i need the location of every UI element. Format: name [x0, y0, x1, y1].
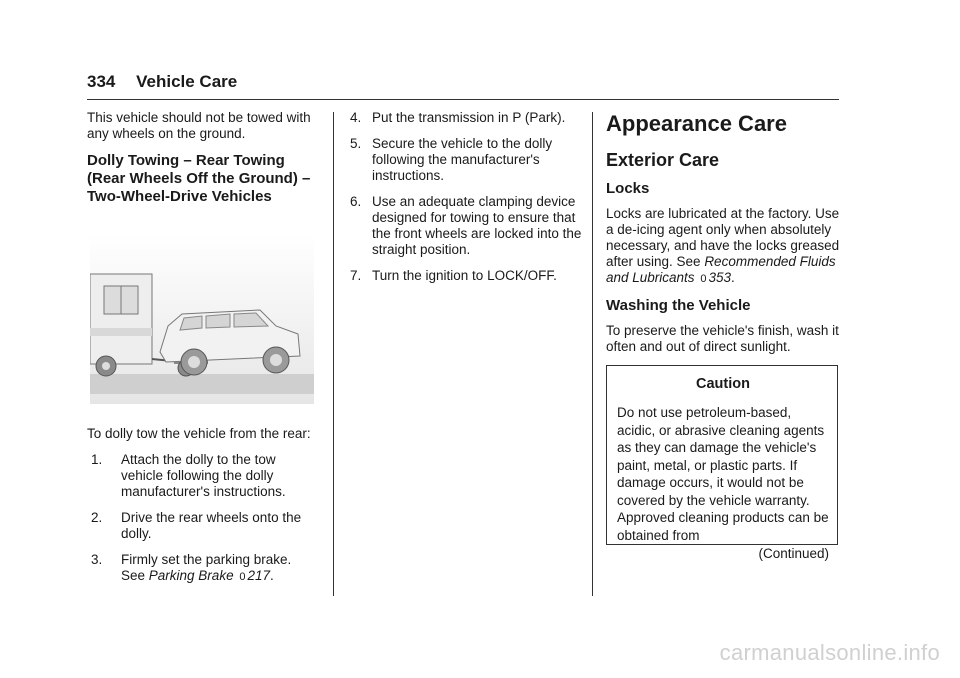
locks-heading: Locks [606, 180, 650, 197]
step-number: 7. [350, 268, 362, 283]
step-text: Drive the rear wheels onto the dolly. [121, 510, 302, 541]
caution-body: Do not use petroleum-based, acidic, or abrasive cleaning agents as they can damage the vehicle's paint, metal, or plastic parts. If damage occurs, it would not be covered by the vehicle warranty. Approved cleaning products can be obtained from [617, 405, 829, 543]
step-text-end: . [270, 568, 274, 583]
caution-box [606, 365, 838, 561]
locks-text: Locks are lubricated at the factory. Use a de-icing agent only when absolutely necessary, and have the locks greased after using. See [606, 206, 840, 269]
parking-brake-page[interactable]: 217 [247, 568, 270, 583]
list-item [350, 268, 582, 284]
step-number: 2. [91, 510, 103, 525]
column-divider-1 [333, 112, 334, 596]
list-item [350, 194, 582, 258]
caution-title: Caution [696, 376, 750, 392]
list-item [350, 110, 582, 126]
step-number: 3. [91, 552, 103, 567]
section-title: Vehicle Care [136, 72, 238, 91]
step-text: Turn the ignition to LOCK/OFF. [372, 268, 557, 283]
page-ref-icon: 0 [700, 273, 707, 285]
dolly-towing-heading: Dolly Towing – Rear Towing (Rear Wheels Off the Ground) – Two-Wheel-Drive Vehicles [87, 152, 311, 205]
locks-paragraph [606, 206, 842, 287]
step-number: 5. [350, 136, 362, 151]
appearance-care-heading: Appearance Care [606, 111, 787, 136]
step-text: Attach the dolly to the tow vehicle following the dolly manufacturer's instructions. [121, 452, 286, 499]
column-divider-2 [592, 112, 593, 596]
dolly-towing-illustration [90, 234, 314, 404]
page-ref-icon: 0 [239, 571, 246, 583]
washing-heading: Washing the Vehicle [606, 297, 751, 314]
intro-paragraph: This vehicle should not be towed with any wheels on the ground. [87, 110, 311, 141]
continued-label: (Continued) [758, 546, 829, 561]
step-text-group [121, 552, 317, 585]
list-item [87, 452, 317, 500]
step-text: Put the transmission in P (Park). [372, 110, 566, 125]
washing-paragraph: To preserve the vehicle's finish, wash it often and out of direct sunlight. [606, 323, 839, 354]
step-text: Use an adequate clamping device designed for towing to ensure that the front wheels are locked into the straight position. [372, 194, 582, 257]
list-item [87, 552, 317, 585]
column-1 [87, 110, 317, 595]
dolly-steps-list-1 [87, 452, 317, 585]
list-item [87, 510, 317, 542]
page-header [87, 72, 237, 92]
step-number: 6. [350, 194, 362, 209]
dolly-steps-list-2 [350, 110, 582, 284]
step-text: Secure the vehicle to the dolly following the manufacturer's instructions. [372, 136, 553, 183]
fluids-lubricants-page[interactable]: 353 [708, 270, 731, 285]
fluids-lubricants-link[interactable]: Recommended Fluids and Lubricants [606, 254, 836, 285]
step-number: 4. [350, 110, 362, 125]
exterior-care-heading: Exterior Care [606, 150, 720, 170]
parking-brake-link[interactable]: Parking Brake [148, 568, 234, 583]
list-item [350, 136, 582, 184]
header-rule [87, 99, 839, 100]
step-text: Firmly set the parking brake. See [121, 552, 292, 583]
page-number: 334 [87, 72, 116, 91]
dolly-intro-paragraph: To dolly tow the vehicle from the rear: [87, 426, 311, 441]
column-3 [606, 110, 842, 561]
step-number: 1. [91, 452, 103, 467]
column-2 [350, 110, 582, 294]
locks-text-end: . [730, 270, 735, 285]
watermark: carmanualsonline.info [719, 640, 940, 665]
